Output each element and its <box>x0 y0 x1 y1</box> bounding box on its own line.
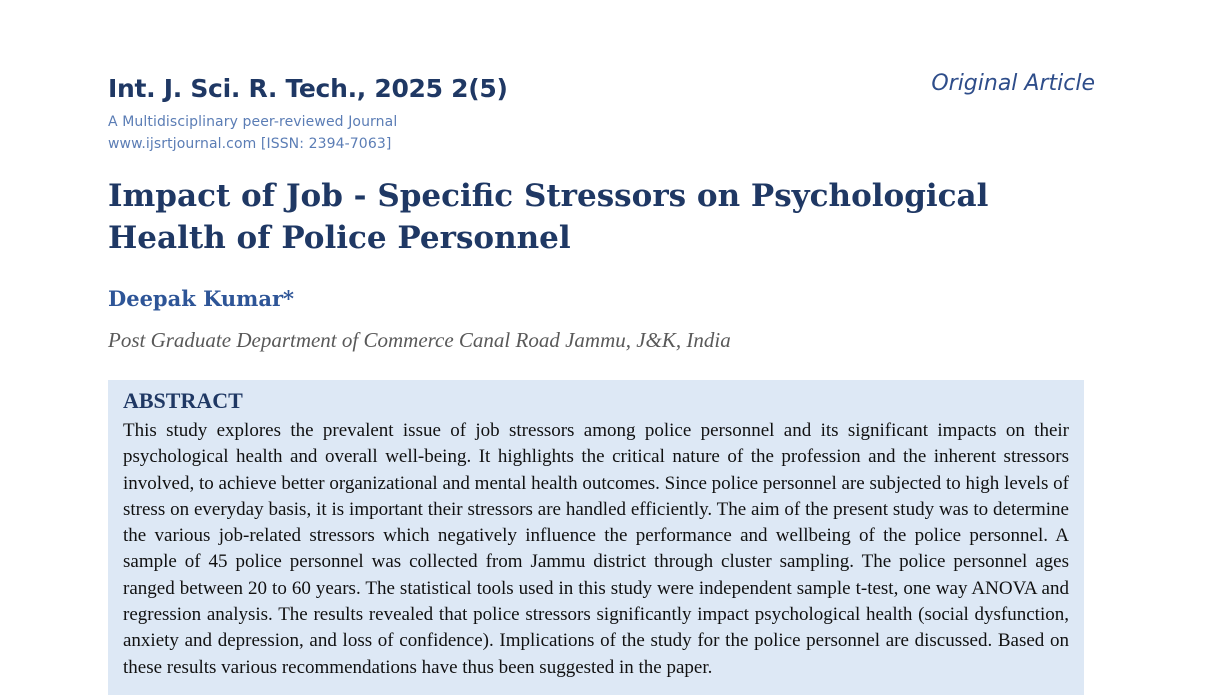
abstract-body: This study explores the prevalent issue of job stressors among police personnel and its significant impacts on their psychological health and overall well-being. It highlights the critical nature of the profession and the inherent stressors involved, to achieve better organizational and mental health outcomes. Since police personnel are subjected to high levels of stress on everyday basis, it is important their stressors are handled efficiently. The aim of the present study was to determine the various job-related stressors which negatively influence the performance and wellbeing of the police personnel. A sample of 45 police personnel was collected from Jammu district through cluster sampling. The police personnel ages ranged between 20 to 60 years. The statistical tools used in this study were independent sample t-test, one way ANOVA and regression analysis. The results revealed that police stressors significantly impact psychological health (social dysfunction, anxiety and depression, and loss of confidence). Implications of the study for the police personnel are discussed. Based on these results various recommendations have thus been suggested in the paper. <box>123 420 1069 678</box>
journal-title: Int. J. Sci. R. Tech., 2025 2(5) <box>108 74 508 103</box>
article-type-label: Original Article <box>931 71 1095 96</box>
journal-subtitle: A Multidisciplinary peer-reviewed Journal <box>108 114 398 130</box>
paper-title: Impact of Job - Specific Stressors on Psychological Health of Police Personnel <box>108 178 989 256</box>
author-affiliation: Post Graduate Department of Commerce Canal Road Jammu, J&K, India <box>108 328 731 352</box>
journal-website-issn: www.ijsrtjournal.com [ISSN: 2394-7063] <box>108 136 392 152</box>
abstract-heading: ABSTRACT <box>123 388 243 413</box>
abstract-section <box>108 380 1084 695</box>
author-name: Deepak Kumar* <box>108 286 295 311</box>
